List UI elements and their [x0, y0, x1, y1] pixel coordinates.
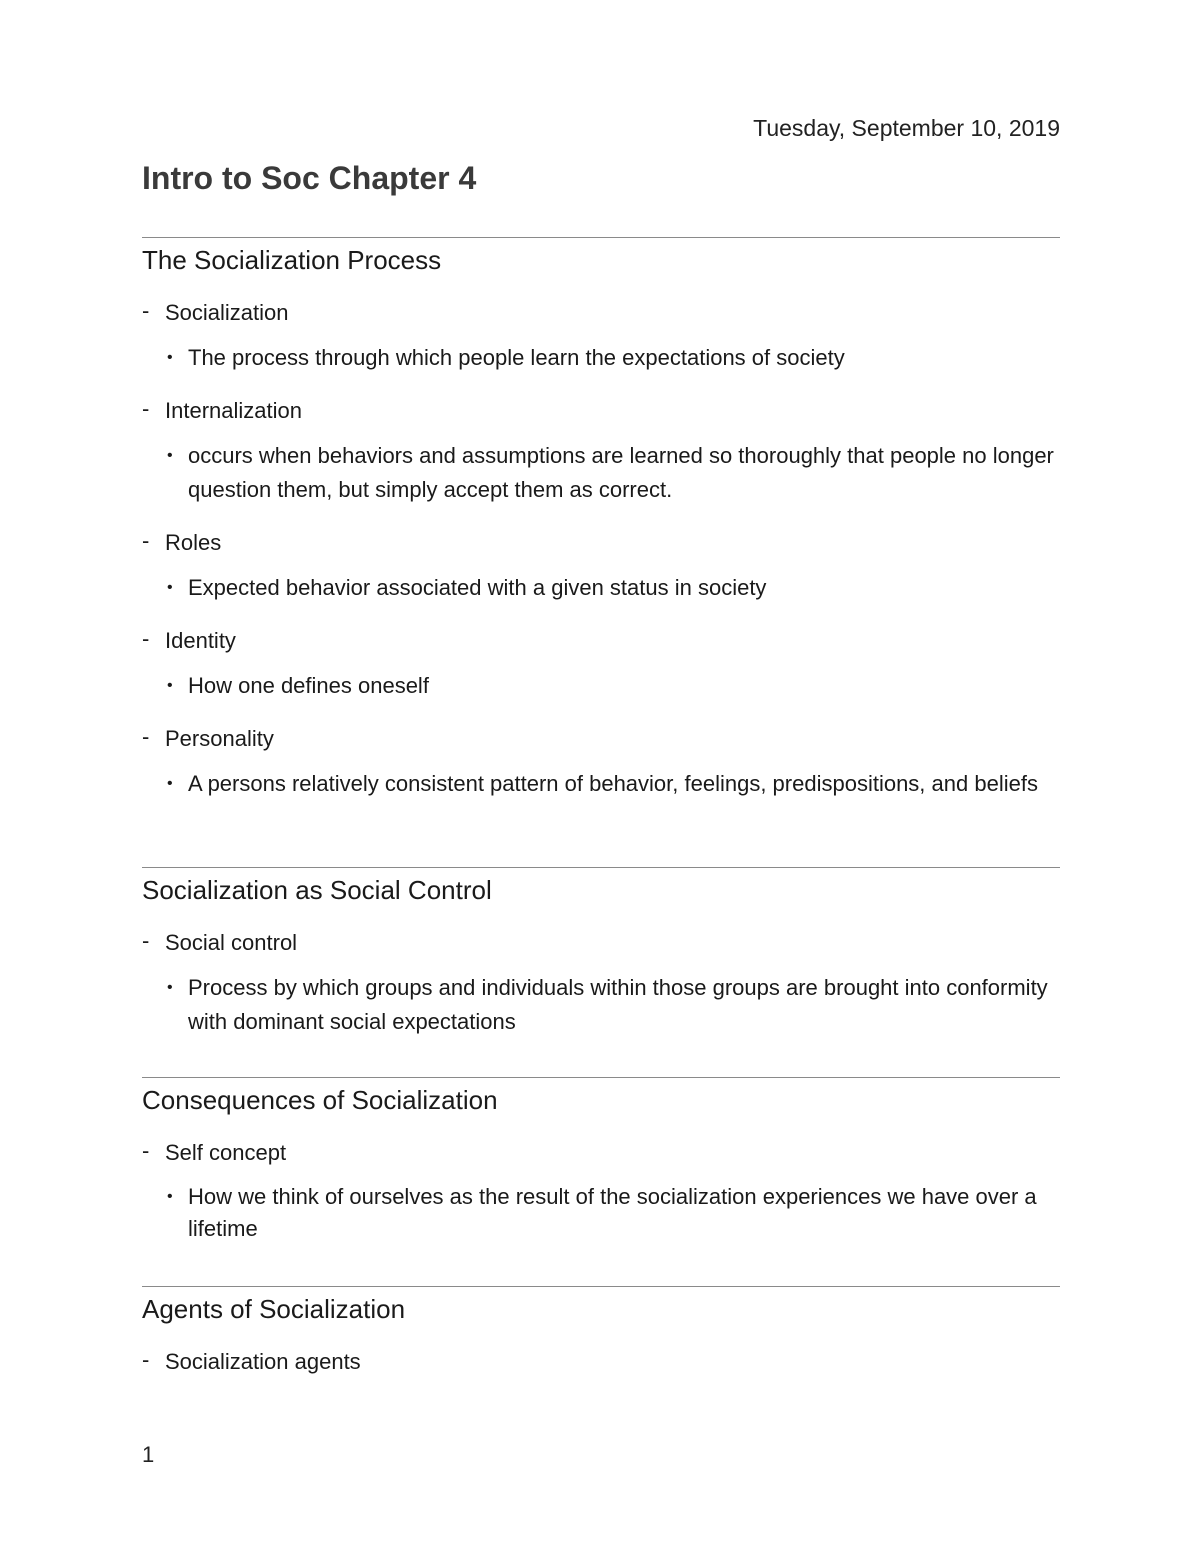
- dash-bullet-icon: -: [142, 1138, 150, 1163]
- definition-text: occurs when behaviors and assumptions are learned so thoroughly that people no longer question them, but simply accept them as correct.: [188, 443, 1054, 502]
- term-label: Social control: [165, 930, 298, 955]
- document-date: Tuesday, September 10, 2019: [753, 115, 1060, 141]
- dash-bullet-icon: -: [142, 528, 150, 553]
- definition-text: A persons relatively consistent pattern of behavior, feelings, predispositions, and beliefs: [188, 771, 1038, 796]
- section-heading: The Socialization Process: [142, 245, 442, 275]
- term-label: Self concept: [165, 1140, 287, 1165]
- dash-bullet-icon: -: [142, 626, 150, 651]
- dot-bullet-icon: •: [167, 775, 173, 792]
- dot-bullet-icon: •: [167, 979, 173, 996]
- page-number: 1: [142, 1442, 155, 1467]
- section-divider: [142, 1286, 1060, 1287]
- term-item: [142, 529, 1060, 557]
- dash-bullet-icon: -: [142, 396, 150, 421]
- dot-bullet-icon: •: [167, 677, 173, 694]
- dot-bullet-icon: •: [167, 1188, 173, 1205]
- section-consequences: [142, 1077, 1060, 1245]
- term-label: Socialization: [165, 300, 289, 325]
- definition-item: [142, 669, 1060, 703]
- section-divider: [142, 867, 1060, 868]
- definition-text: The process through which people learn the expectations of society: [188, 345, 845, 370]
- term-label: Internalization: [165, 398, 302, 423]
- dash-bullet-icon: -: [142, 724, 150, 749]
- dot-bullet-icon: •: [167, 349, 173, 366]
- section-divider: [142, 237, 1060, 238]
- definition-text: How one defines oneself: [188, 673, 429, 698]
- term-label: Socialization agents: [165, 1349, 361, 1374]
- definition-item: [142, 571, 1060, 605]
- definition-item: [142, 971, 1060, 1039]
- term-item: [142, 1139, 1060, 1167]
- section-heading: Consequences of Socialization: [142, 1085, 498, 1115]
- term-item: [142, 397, 1060, 425]
- definition-text: How we think of ourselves as the result of the socialization experiences we have over a lifetime: [188, 1184, 1037, 1241]
- dot-bullet-icon: •: [167, 447, 173, 464]
- definition-text: Process by which groups and individuals within those groups are brought into conformity with dominant social expectations: [188, 975, 1048, 1034]
- section-heading: Agents of Socialization: [142, 1294, 406, 1324]
- term-item: [142, 1348, 1060, 1376]
- dot-bullet-icon: •: [167, 579, 173, 596]
- dash-bullet-icon: -: [142, 928, 150, 953]
- definition-item: [142, 767, 1060, 801]
- section-divider: [142, 1077, 1060, 1078]
- definition-item: [142, 1181, 1060, 1245]
- term-item: [142, 627, 1060, 655]
- term-label: Personality: [165, 726, 274, 751]
- document-title: Intro to Soc Chapter 4: [142, 160, 477, 196]
- section-social-control: [142, 867, 1060, 1039]
- dash-bullet-icon: -: [142, 1347, 150, 1372]
- term-item: [142, 725, 1060, 753]
- dash-bullet-icon: -: [142, 298, 150, 323]
- term-label: Identity: [165, 628, 236, 653]
- definition-item: [142, 341, 1060, 375]
- section-socialization-process: [142, 237, 1060, 801]
- term-label: Roles: [165, 530, 222, 555]
- definition-text: Expected behavior associated with a given status in society: [188, 575, 767, 600]
- definition-item: [142, 439, 1060, 507]
- term-item: [142, 299, 1060, 327]
- term-item: [142, 929, 1060, 957]
- section-agents: [142, 1286, 1060, 1376]
- section-heading: Socialization as Social Control: [142, 875, 492, 905]
